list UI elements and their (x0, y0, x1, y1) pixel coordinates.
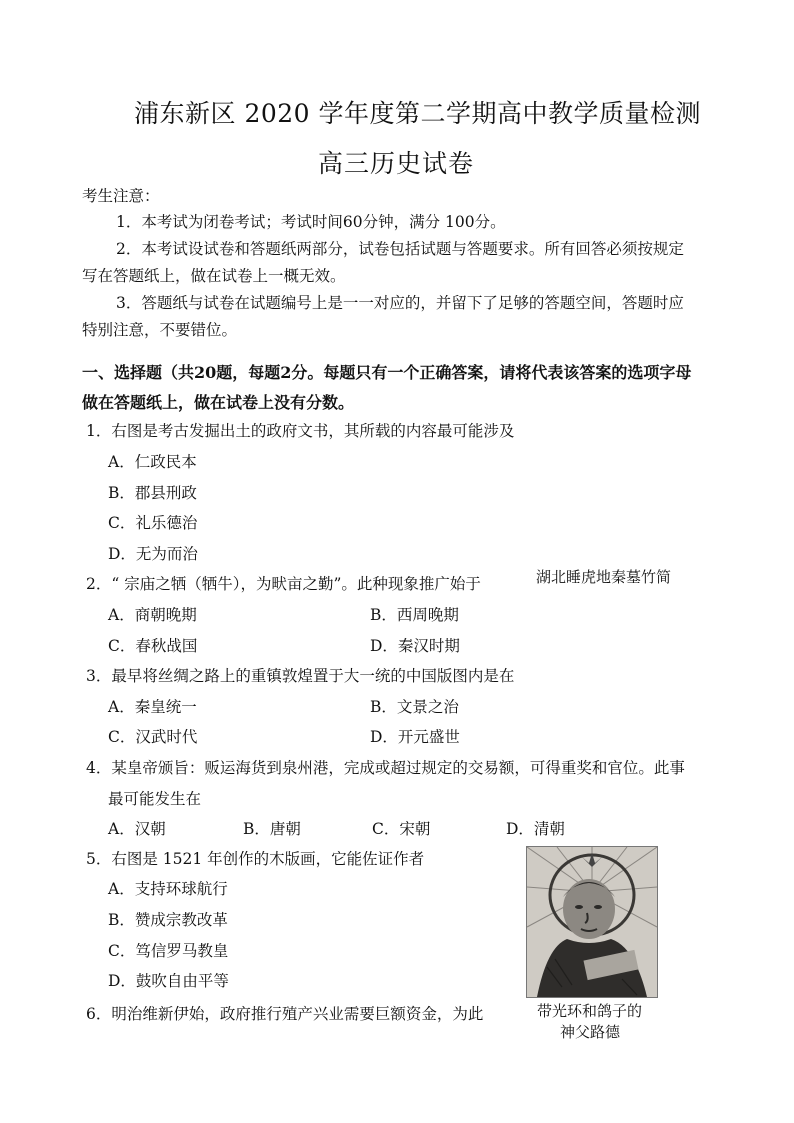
q5-option-d: D．鼓吹自由平等 (108, 972, 229, 990)
q3-option-a: A．秦皇统一 (108, 698, 197, 716)
q5-option-c: C．笃信罗马教皇 (108, 942, 229, 960)
q2-option-a: A．商朝晚期 (108, 606, 197, 624)
q1-option-b: B．郡县刑政 (108, 484, 197, 502)
q2-stem: 2．“ 宗庙之牺（牺牛），为畎亩之勤”。此种现象推广始于 (86, 575, 481, 593)
q3-option-b: B．文景之治 (370, 698, 459, 716)
notice-item-3: 3．答题纸与试卷在试题编号上是一一对应的，并留下了足够的答题空间，答题时应 (116, 294, 684, 312)
notice-item-1: 1．本考试为闭卷考试；考试时间60分钟，满分 100分。 (116, 213, 506, 231)
q4-option-a: A．汉朝 (108, 820, 166, 838)
q4-option-c: C．宋朝 (372, 820, 431, 838)
exam-title: 浦东新区 2020 学年度第二学期高中教学质量检测 (134, 99, 702, 128)
q4-stem-line1: 4．某皇帝颁旨：贩运海货到泉州港，完成或超过规定的交易额，可得重奖和官位。此事 (86, 759, 685, 777)
notice-item-2: 2．本考试设试卷和答题纸两部分，试卷包括试题与答题要求。所有回答必须按规定 (116, 240, 684, 258)
section-heading-line2: 做在答题纸上，做在试卷上没有分数。 (82, 393, 355, 412)
q1-option-d: D．无为而治 (108, 545, 198, 563)
q3-option-c: C．汉武时代 (108, 728, 198, 746)
q5-stem: 5．右图是 1521 年创作的木版画，它能佐证作者 (86, 850, 425, 868)
exam-subtitle: 高三历史试卷 (318, 149, 475, 178)
q5-option-b: B．赞成宗教改革 (108, 911, 228, 929)
section-heading-line1: 一、选择题（共20题，每题2分。每题只有一个正确答案，请将代表该答案的选项字母 (82, 363, 692, 382)
q3-stem: 3．最早将丝绸之路上的重镇敦煌置于大一统的中国版图内是在 (86, 667, 515, 685)
q1-option-c: C．礼乐德治 (108, 514, 198, 532)
notice-item-2-cont: 写在答题纸上，做在试卷上一概无效。 (82, 267, 346, 285)
q5-image-caption-line1: 带光环和鸽子的 (537, 1002, 643, 1020)
q1-option-a: A．仁政民本 (108, 453, 197, 471)
q2-option-c: C．春秋战国 (108, 637, 198, 655)
q2-option-b: B．西周晚期 (370, 606, 459, 624)
notice-heading: 考生注意： (82, 187, 160, 205)
q4-option-b: B．唐朝 (243, 820, 301, 838)
q1-image-caption: 湖北睡虎地秦墓竹简 (536, 568, 672, 586)
q3-option-d: D．开元盛世 (370, 728, 460, 746)
q4-stem-line2: 最可能发生在 (108, 790, 202, 808)
q1-stem: 1．右图是考古发掘出土的政府文书，其所载的内容最可能涉及 (86, 422, 515, 440)
q2-option-d: D．秦汉时期 (370, 637, 460, 655)
q6-stem: 6．明治维新伊始，政府推行殖产兴业需要巨额资金，为此 (86, 1005, 484, 1023)
q5-image-caption-line2: 神父路德 (560, 1023, 621, 1041)
notice-item-3-cont: 特别注意，不要错位。 (82, 321, 238, 339)
q4-option-d: D．清朝 (506, 820, 565, 838)
luther-woodcut-image (526, 846, 658, 998)
q5-option-a: A．支持环球航行 (108, 880, 228, 898)
